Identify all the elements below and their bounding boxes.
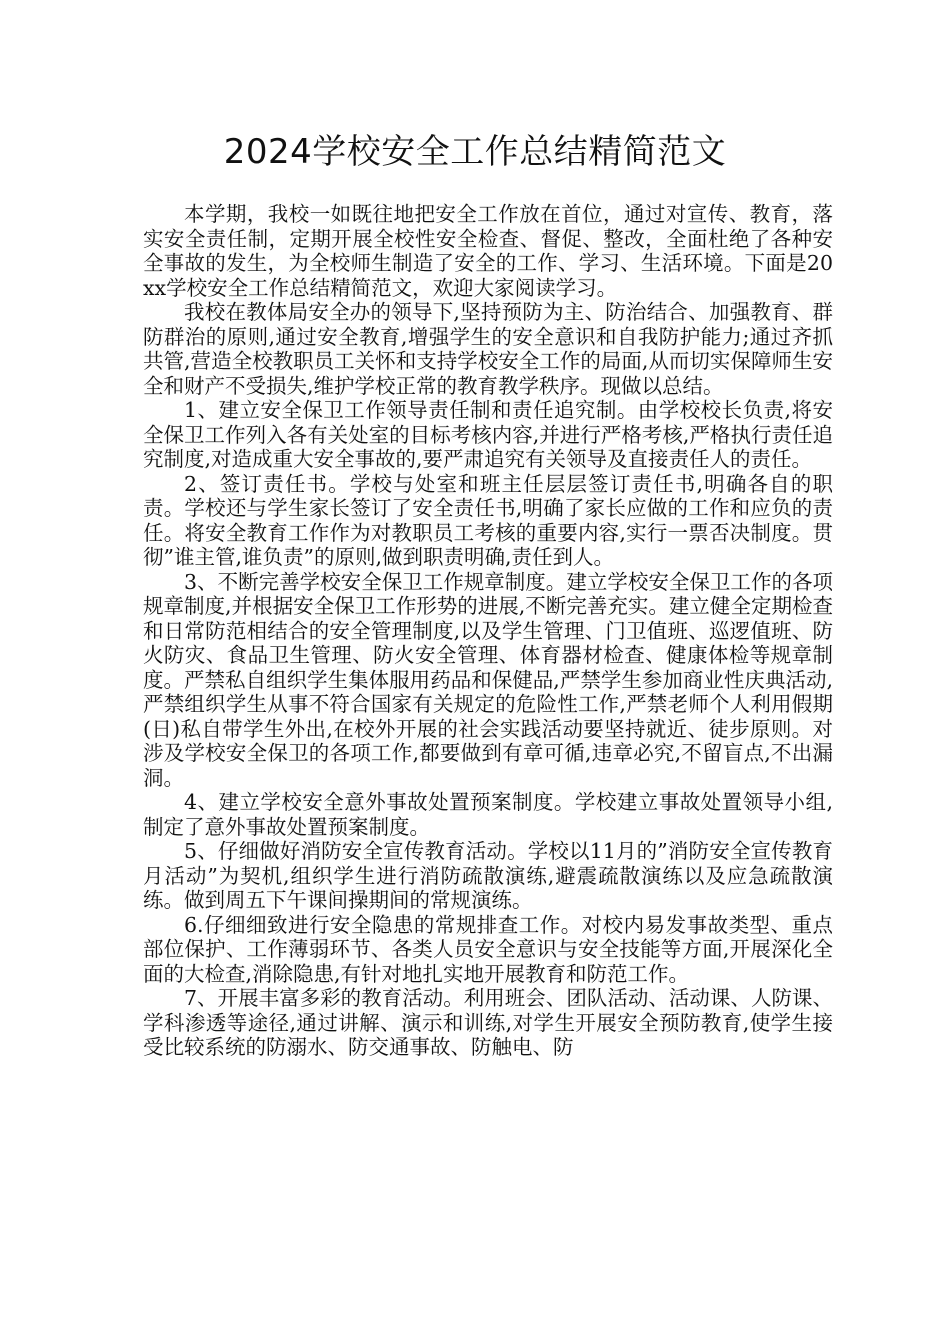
paragraph-item-2: 2、签订责任书。学校与处室和班主任层层签订责任书,明确各自的职责。学校还与学生家长签订了安全责任书,明确了家长应做的工作和应负的责任。将安全教育工作作为对教职员工考核的重要内容,实行一票否决制度。贯彻”谁主管,谁负责”的原则,做到职责明确,责任到人。: [143, 471, 833, 569]
paragraph-item-6: 6.仔细细致进行安全隐患的常规排查工作。对校内易发事故类型、重点部位保护、工作薄弱环节、各类人员安全意识与安全技能等方面,开展深化全面的大检查,消除隐患,有针对地扎实地开展教育和防范工作。: [143, 912, 833, 986]
paragraph-item-1: 1、建立安全保卫工作领导责任制和责任追究制。由学校校长负责,将安全保卫工作列入各有关处室的目标考核内容,并进行严格考核,严格执行责任追究制度,对造成重大安全事故的,要严肃追究有关领导及直接责任人的责任。: [143, 398, 833, 471]
paragraph-intro: 本学期，我校一如既往地把安全工作放在首位，通过对宣传、教育，落实安全责任制，定期开展全校性安全检查、督促、整改，全面杜绝了各种安全事故的发生，为全校师生制造了安全的工作、学习、生活环境。下面是20xx学校安全工作总结精简范文，欢迎大家阅读学习。: [143, 202, 833, 300]
document-title: 2024学校安全工作总结精简范文: [223, 132, 727, 172]
document-body: [143, 202, 833, 1060]
paragraph-overview: 我校在教体局安全办的领导下,坚持预防为主、防治结合、加强教育、群防群治的原则,通过安全教育,增强学生的安全意识和自我防护能力;通过齐抓共管,营造全校教职员工关怀和支持学校安全工作的局面,从而切实保障师生安全和财产不受损失,维护学校正常的教育教学秩序。现做以总结。: [143, 300, 833, 398]
paragraph-item-5: 5、仔细做好消防安全宣传教育活动。学校以11月的”消防安全宣传教育月活动”为契机,组织学生进行消防疏散演练,避震疏散演练以及应急疏散演练。做到周五下午课间操期间的常规演练。: [143, 839, 833, 912]
paragraph-item-3: 3、不断完善学校安全保卫工作规章制度。建立学校安全保卫工作的各项规章制度,并根据安全保卫工作形势的进展,不断完善充实。建立健全定期检查和日常防范相结合的安全管理制度,以及学生管理、门卫值班、巡逻值班、防火防灾、食品卫生管理、防火安全管理、体育器材检查、健康体检等规章制度。严禁私自组织学生集体服用药品和保健品,严禁学生参加商业性庆典活动,严禁组织学生从事不符合国家有关规定的危险性工作,严禁老师个人利用假期(日)私自带学生外出,在校外开展的社会实践活动要坚持就近、徒步原则。对涉及学校安全保卫的各项工作,都要做到有章可循,违章必究,不留盲点,不出漏洞。: [143, 569, 833, 790]
paragraph-item-7: 7、开展丰富多彩的教育活动。利用班会、团队活动、活动课、人防课、学科渗透等途径,通过讲解、演示和训练,对学生开展安全预防教育,使学生接受比较系统的防溺水、防交通事故、防触电、防: [143, 986, 833, 1059]
paragraph-item-4: 4、建立学校安全意外事故处置预案制度。学校建立事故处置领导小组,制定了意外事故处置预案制度。: [143, 790, 833, 839]
